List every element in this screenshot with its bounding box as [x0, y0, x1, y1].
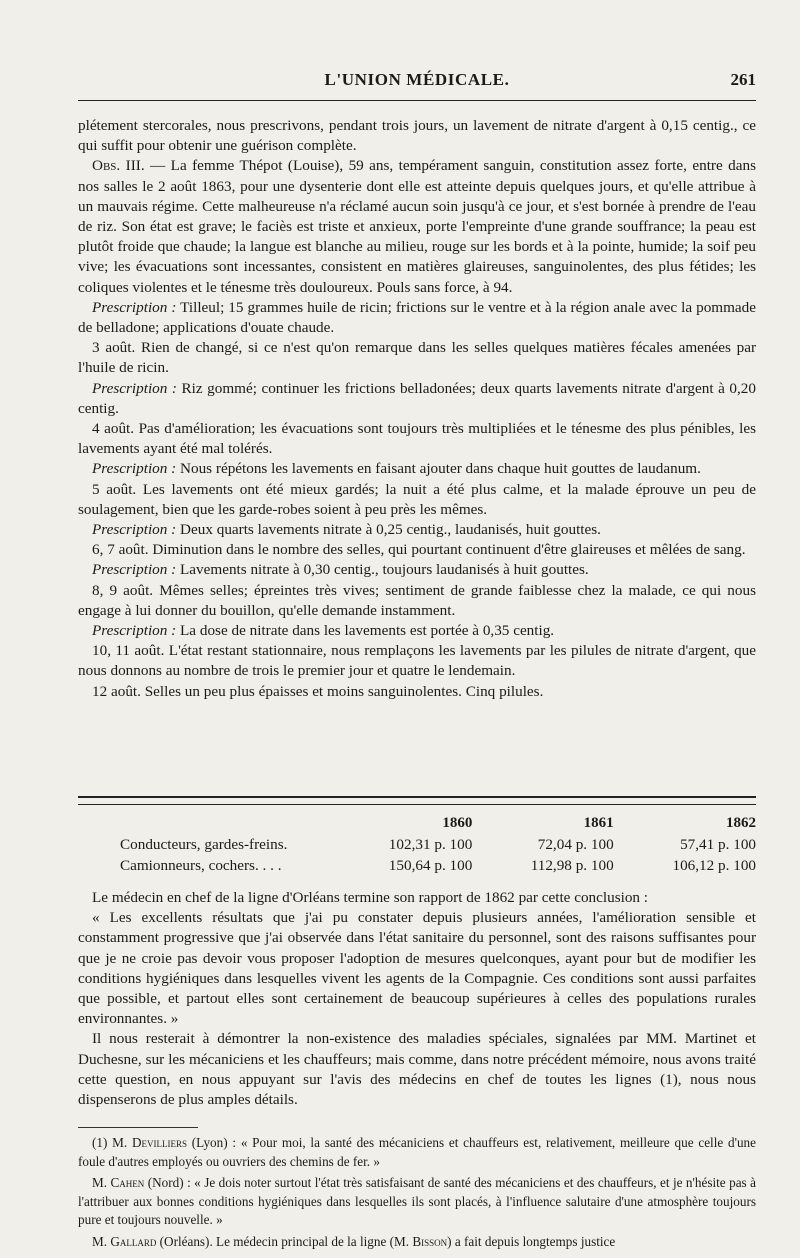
paragraph: 3 août. Rien de changé, si ce n'est qu'on remarque dans les selles quelques matières fécales amenées par l'huile de ricin.: [78, 339, 756, 377]
page-number: 261: [730, 70, 756, 89]
paragraph-text: Tilleul; 15 grammes huile de ricin; frictions sur le ventre et à la région anale avec la pommade de belladone; applications d'ouate chaude.: [78, 298, 756, 337]
observation-label: Obs. III.: [92, 157, 145, 175]
footnote-text: (Nord) : « Je dois noter surtout l'état très satisfaisant de santé des mécaniciens et des chauffeurs, et je n'hésite pas à l'attribuer aux bonnes conditions hygiéniques dans lesquelles ils sont placés, à l'influence salutaire d'une atmosphère toujours pure et toujours nouvelle. »: [78, 1175, 756, 1227]
column-header: 1860: [442, 814, 473, 831]
prescription-label: Prescription :: [92, 521, 177, 539]
paragraph: [78, 520, 756, 540]
paragraph: [78, 459, 756, 479]
table-cell: 72,04 p. 100: [537, 835, 614, 853]
header-rule: [78, 100, 756, 101]
quotation-paragraph: « Les excellents résultats que j'ai pu constater depuis plusieurs années, l'amélioration sensible et constamment progressive que j'ai observée dans l'état sanitaire du personnel, sont des raisons suffisantes pour que je ne croie pas devoir vous proposer l'adoption de mesures quelconques, ayant pour but de modifier les conditions hygiéniques dans lesquelles vivent les agents de la Compagnie. Ces conditions sont aussi parfaites que possible, et partout elles sont certainement de beaucoup supérieures à celles des populations rurales environnantes. »: [78, 909, 756, 1028]
paragraph: plétement stercorales, nous prescrivons, pendant trois jours, un lavement de nitrate d'argent à 0,15 centig., ce qui suffit pour obtenir une guérison complète.: [78, 117, 756, 155]
footnote-number: (1) M.: [92, 1135, 132, 1150]
paragraph: Il nous resterait à démontrer la non-existence des maladies spéciales, signalées par MM. Martinet et Duchesne, sur les mécaniciens et les chauffeurs; mais comme, dans notre précédent mémoire, nous avons traité cette question, en nous appuyant sur l'avis des médecins en chef de toutes les lignes (1), nous nous dispenserons de plus amples détails.: [78, 1030, 756, 1109]
paragraph-text: Riz gommé; continuer les frictions belladonées; deux quarts lavements nitrate d'argent à 0,20 centig.: [78, 379, 756, 417]
footnote-rule: [78, 1127, 198, 1128]
table-row: [78, 855, 756, 876]
table-cell: 150,64 p. 100: [388, 856, 473, 874]
statistics-table: [78, 812, 756, 876]
prescription-label: Prescription :: [92, 561, 177, 579]
author-name: Cahen: [110, 1175, 145, 1190]
observation-section: [78, 116, 756, 702]
footnote-text: (Lyon) : « Pour moi, la santé des mécaniciens et chauffeurs est, relativement, meilleure que celle d'une foule d'autres employés ou ouvriers des chemins de fer. »: [78, 1135, 757, 1169]
footnote-text: (Orléans). Le médecin principal de la ligne (M.: [156, 1233, 413, 1249]
paragraph: [78, 560, 756, 580]
prescription-label: Prescription :: [92, 460, 177, 478]
paragraph: 12 août. Selles un peu plus épaisses et moins sanguinolentes. Cinq pilules.: [92, 682, 544, 700]
footnote-text: ) a fait depuis longtemps justice: [447, 1233, 616, 1249]
paragraph: [78, 298, 756, 338]
paragraph-text: La dose de nitrate dans les lavements est portée à 0,35 centig.: [176, 622, 555, 640]
paragraph: 5 août. Les lavements ont été mieux gardés; la nuit a été plus calme, et la malade éprouve un peu de soulagement, bien que les garde-robes soient à peu près les mêmes.: [78, 480, 756, 518]
table-row: [78, 834, 756, 855]
author-name: Devilliers: [131, 1135, 187, 1150]
footnote: [78, 1233, 756, 1252]
footnote-prefix: M.: [92, 1175, 111, 1190]
column-header: 1861: [583, 814, 614, 831]
table-cell: 57,41 p. 100: [680, 835, 756, 853]
table-spacer: [78, 812, 330, 834]
paragraph: 10, 11 août. L'état restant stationnaire, nous remplaçons les lavements par les pilules de nitrate d'argent, que nous donnons au nombre de trois le premier jour et quatre le lendemain.: [78, 642, 756, 680]
paragraph: [78, 379, 756, 419]
running-title: L'UNION MÉDICALE.: [324, 70, 510, 89]
paragraph-text: Nous répétons les lavements en faisant ajouter dans chaque huit gouttes de laudanum.: [176, 460, 701, 478]
footnotes: [78, 1134, 756, 1254]
section-divider: [78, 796, 756, 805]
table-cell: 112,98 p. 100: [530, 856, 614, 874]
paragraph: 6, 7 août. Diminution dans le nombre des selles, qui pourtant continuent d'être glaireuses et mêlées de sang.: [92, 541, 746, 559]
table-cell: 106,12 p. 100: [672, 856, 756, 874]
row-label: Conducteurs, gardes-freins.: [120, 835, 288, 853]
prescription-label: Prescription :: [92, 379, 177, 397]
row-label: Camionneurs, cochers. . . .: [120, 856, 282, 874]
paragraph-text: Lavements nitrate à 0,30 centig., toujours laudanisés à huit gouttes.: [176, 561, 589, 579]
table-header-row: [78, 812, 756, 834]
paragraph: [78, 621, 756, 641]
paragraph-text: Deux quarts lavements nitrate à 0,25 centig., laudanisés, huit gouttes.: [176, 521, 601, 539]
prescription-label: Prescription :: [92, 622, 177, 640]
author-name: Gallard: [110, 1233, 157, 1249]
paragraph: Le médecin en chef de la ligne d'Orléans termine son rapport de 1862 par cette conclusion :: [92, 889, 649, 906]
conclusion-section: [78, 888, 756, 1110]
column-header: 1862: [726, 814, 756, 831]
table-cell: 102,31 p. 100: [388, 835, 473, 853]
author-name: Bisson: [412, 1233, 448, 1249]
page-header: [78, 70, 756, 96]
prescription-label: Prescription :: [92, 298, 177, 316]
paragraph: [78, 156, 756, 297]
footnote: [78, 1174, 756, 1230]
footnote-prefix: M.: [92, 1233, 111, 1249]
paragraph-text: — La femme Thépot (Louise), 59 ans, tempérament sanguin, constitution assez forte, entre dans nos salles le 2 août 1863, pour une dysenterie dont elle est atteinte depuis quelques jours, et qu'elle attribue à un mauvais régime. Cette malheureuse n'a réclamé aucun soin jusqu'à ce jour, et s'est bornée à prendre de l'eau de riz. Son état est grave; le faciès est triste et anxieux, porte l'empreinte d'une grande souffrance; la peau est plutôt froide que chaude; la langue est blanche au milieu, rouge sur les bords et à la pointe, humide; la soif peu vive; les évacuations sont incessantes, consistent en matières glaireuses, sanguinolentes, des plus fétides; les coliques violentes et le ténesme très douloureux. Pouls sans force, à 94.: [78, 157, 756, 296]
footnote: [78, 1134, 756, 1171]
paragraph: 8, 9 août. Mêmes selles; épreintes très vives; sentiment de grande faiblesse chez la malade, ce qui nous engage à lui donner du bouillon, qu'elle demande instamment.: [78, 581, 756, 619]
paragraph: 4 août. Pas d'amélioration; les évacuations sont toujours très multipliées et le ténesme des plus pénibles, les lavements ayant été mal tolérés.: [78, 420, 756, 458]
